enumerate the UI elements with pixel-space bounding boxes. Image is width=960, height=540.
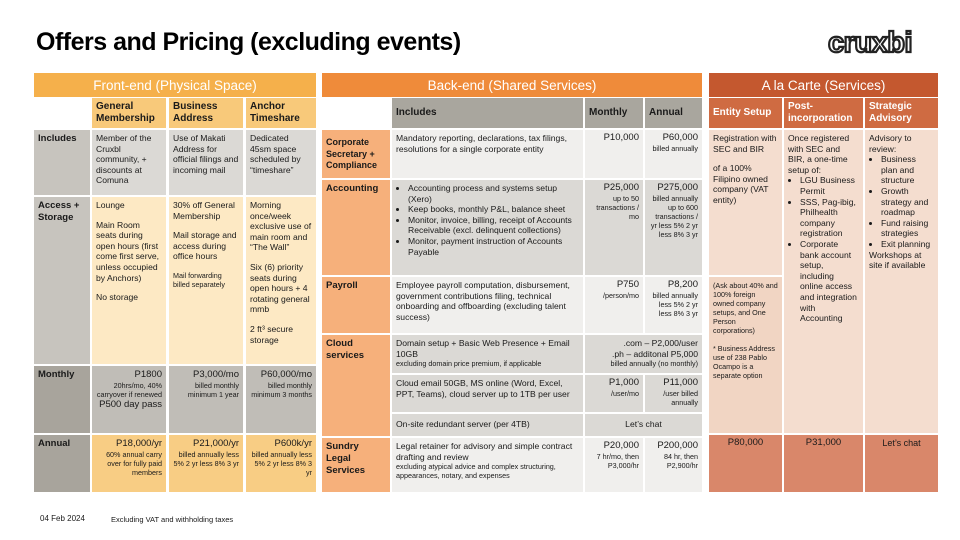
row-label-accounting: Accounting bbox=[322, 180, 390, 275]
cell-anchor-includes: Dedicated 45sm space scheduled by “timeshare” bbox=[246, 130, 316, 195]
header-entity-setup: Entity Setup bbox=[709, 98, 782, 128]
list-item: • Business plan and structure bbox=[881, 154, 934, 186]
cell-entity-setup-top bbox=[709, 130, 782, 275]
note-accounting-annual: billed annually up to 600 transactions / yr less 5% 2 yr less 8% 3 yr bbox=[650, 193, 698, 239]
cell-cloud-email-annual bbox=[645, 375, 702, 412]
list-item: • Growth strategy and roadmap bbox=[881, 186, 934, 218]
cell-anchor-monthly bbox=[246, 366, 316, 433]
price-domain-com: .com – P2,000/user bbox=[623, 338, 698, 348]
row-label-monthly: Monthly bbox=[34, 366, 90, 433]
price-legal-monthly: P20,000 bbox=[603, 440, 639, 451]
header-general-membership: General Membership bbox=[92, 98, 166, 128]
note-domain-price: billed annually (no monthly) bbox=[610, 359, 698, 369]
cell-corporate-monthly bbox=[585, 130, 643, 178]
text-strategic-outro: Workshops at site if available bbox=[869, 249, 926, 271]
price-email-annual: P11,000 bbox=[663, 377, 698, 388]
cell-payroll-annual bbox=[645, 277, 702, 333]
text-main-room: Main Room seats during open hours (first come first serve, unless occupied by Anchors) bbox=[96, 219, 160, 283]
price-accounting-annual: P275,000 bbox=[657, 182, 698, 193]
cell-general-monthly bbox=[92, 366, 166, 433]
logo-text: cruxbi bbox=[827, 27, 913, 59]
section-a-la-carte: A la Carte (Services) bbox=[709, 73, 938, 97]
cell-cloud-domain-price bbox=[585, 335, 702, 373]
header-annual: Annual bbox=[645, 98, 702, 128]
row-label-includes: Includes bbox=[34, 130, 90, 195]
text-morning-use: Morning once/week exclusive use of main room and “The Wall” bbox=[250, 200, 312, 253]
text-strategic-intro: Advisory to review: bbox=[869, 133, 912, 154]
cell-cloud-onsite: On-site redundant server (per 4TB) bbox=[392, 414, 583, 436]
list-item: • Accounting process and systems setup (Xero) bbox=[408, 183, 579, 204]
price-strategic-advisory: Let’s chat bbox=[865, 435, 938, 492]
note-email-annual: /user billed annually bbox=[663, 388, 698, 407]
row-label-corporate-secretary: Corporate Secretary + Compliance bbox=[322, 130, 390, 178]
note-legal-retainer: excluding atypical advice and complex structuring, appearances, notary, and expenses bbox=[396, 462, 556, 481]
cell-corporate-annual bbox=[645, 130, 702, 178]
cruxbi-logo bbox=[812, 27, 928, 59]
cell-general-includes: Member of the Cruxbl community, + discounts at Comuna bbox=[92, 130, 166, 195]
cell-legal-includes bbox=[392, 438, 583, 492]
row-label-annual: Annual bbox=[34, 435, 90, 492]
text-entity-foreign: (Ask about 40% and 100% foreign owned company setups, and One Person corporations) bbox=[713, 281, 778, 335]
note-email-monthly: /user/mo bbox=[611, 388, 639, 398]
price-accounting-monthly: P25,000 bbox=[603, 182, 639, 193]
list-item: • Monitor, payment instruction of Accounts Payable bbox=[408, 236, 579, 257]
list-item: • Corporate bank account setup, including online access and integration with Accounting bbox=[800, 239, 859, 324]
header-strategic-advisory: Strategic Advisory bbox=[865, 98, 938, 128]
text-secure-storage: 2 ft³ secure storage bbox=[250, 323, 293, 345]
price-corporate-monthly: P10,000 bbox=[603, 132, 639, 143]
text-mail-forwarding: Mail forwarding billed separately bbox=[173, 270, 225, 289]
price-day-pass: P500 day pass bbox=[99, 399, 162, 410]
note-payroll-annual: billed annually less 5% 2 yr less 8% 3 yr bbox=[652, 290, 698, 318]
price-domain-ph: .ph – additonal P5,000 bbox=[611, 348, 698, 359]
cell-corporate-includes: Mandatory reporting, declarations, tax filings, resolutions for a single corporate entity bbox=[392, 130, 583, 178]
price-general-annual: P18,000/yr bbox=[116, 438, 162, 449]
cell-payroll-includes: Employee payroll computation, disbursement, government contributions filing, technical onboarding and offboarding (excluding talent success) bbox=[392, 277, 583, 333]
row-label-sundry-legal: Sundry Legal Services bbox=[322, 438, 390, 492]
text-post-intro: Once registered with SEC and BIR, a one-time setup of: bbox=[788, 133, 850, 175]
cell-business-annual bbox=[169, 435, 243, 492]
cell-accounting-includes bbox=[392, 180, 583, 275]
price-anchor-annual: P600k/yr bbox=[274, 438, 312, 449]
price-payroll-monthly: P750 bbox=[616, 279, 639, 290]
cell-legal-monthly bbox=[585, 438, 643, 492]
cell-cloud-email: Cloud email 50GB, MS online (Word, Excel, PPT, Teams), cloud server up to 1TB per user bbox=[392, 375, 583, 412]
note-business-annual: billed annually less 5% 2 yr less 8% 3 yr bbox=[173, 450, 239, 468]
cell-cloud-domain bbox=[392, 335, 583, 373]
text-entity-registration: Registration with SEC and BIR bbox=[713, 133, 777, 154]
cell-accounting-monthly bbox=[585, 180, 643, 275]
text-lounge: Lounge bbox=[96, 200, 125, 210]
price-post-incorporation: P31,000 bbox=[784, 435, 863, 492]
note-general-monthly: 20hrs/mo, 40% carryover if renewed bbox=[96, 381, 162, 399]
cell-business-monthly bbox=[169, 366, 243, 433]
note-general-annual: 60% annual carry over for fully paid members bbox=[106, 450, 162, 477]
footer-note: Excluding VAT and withholding taxes bbox=[111, 515, 234, 524]
cell-general-access bbox=[92, 197, 166, 364]
header-post-incorporation: Post-incorporation bbox=[784, 98, 863, 128]
note-domain-setup: excluding domain price premium, if applicable bbox=[396, 359, 542, 369]
footer-date: 04 Feb 2024 bbox=[40, 514, 85, 523]
text-legal-retainer: Legal retainer for advisory and simple contract drafting and review bbox=[396, 441, 573, 462]
note-anchor-monthly: billed monthly minimum 3 months bbox=[251, 381, 312, 399]
cell-post-incorporation bbox=[784, 130, 863, 433]
note-accounting-monthly: up to 50 transactions / mo bbox=[596, 193, 639, 221]
header-anchor-timeshare: Anchor Timeshare bbox=[246, 98, 316, 128]
price-business-annual: P21,000/yr bbox=[193, 438, 239, 449]
price-general-monthly: P1800 bbox=[134, 369, 162, 380]
section-back-end: Back-end (Shared Services) bbox=[322, 73, 702, 97]
cell-anchor-access bbox=[246, 197, 316, 364]
cell-entity-setup-bottom bbox=[709, 277, 782, 433]
note-legal-monthly: 7 hr/mo, then P3,000/hr bbox=[596, 451, 639, 470]
text-discount: 30% off General Membership bbox=[173, 200, 235, 221]
cell-payroll-monthly bbox=[585, 277, 643, 333]
cell-strategic-advisory bbox=[865, 130, 938, 433]
list-item: • Exit planning bbox=[881, 239, 934, 250]
note-payroll-monthly: /person/mo bbox=[603, 290, 639, 300]
header-monthly: Monthly bbox=[585, 98, 643, 128]
price-legal-annual: P200,000 bbox=[657, 440, 698, 451]
cell-cloud-email-monthly bbox=[585, 375, 643, 412]
list-item: • Keep books, monthly P&L, balance sheet bbox=[408, 204, 579, 215]
list-item: • LGU Business Permit bbox=[800, 175, 859, 196]
text-entity-business-address: * Business Address use of 238 Pablo Ocampo is a separate option bbox=[713, 344, 775, 380]
text-entity-ownership: of a 100% Filipino owned company (VAT entity) bbox=[713, 163, 769, 205]
row-label-cloud-services: Cloud services bbox=[322, 335, 390, 436]
price-email-monthly: P1,000 bbox=[608, 377, 639, 388]
price-corporate-annual: P60,000 bbox=[662, 132, 698, 143]
text-domain-setup: Domain setup + Basic Web Presence + Email 10GB bbox=[396, 338, 570, 359]
list-item: • SSS, Pag-ibig, Philhealth company registration bbox=[800, 197, 859, 239]
text-no-storage: No storage bbox=[96, 292, 139, 303]
list-item: • Fund raising strategies bbox=[881, 218, 934, 239]
text-priority-seats: Six (6) priority seats during open hours + 4 rotating general mmb bbox=[250, 261, 310, 315]
list-item: • Monitor, invoice, billing, receipt of Accounts Receivable (excl. delinquent collections) bbox=[408, 215, 579, 236]
note-anchor-annual: billed annually less 5% 2 yr less 8% 3 yr bbox=[251, 450, 312, 477]
cell-business-includes: Use of Makati Address for official filings and incoming mail bbox=[169, 130, 243, 195]
note-corporate-annual: billed annually bbox=[652, 143, 698, 153]
price-entity-setup: P80,000 bbox=[709, 435, 782, 492]
note-legal-annual: 84 hr, then P2,900/hr bbox=[664, 451, 698, 470]
cell-anchor-annual bbox=[246, 435, 316, 492]
header-business-address: Business Address bbox=[169, 98, 243, 128]
header-includes: Includes bbox=[392, 98, 583, 128]
text-mail-storage: Mail storage and access during office hours bbox=[173, 230, 237, 262]
section-front-end: Front-end (Physical Space) bbox=[34, 73, 316, 97]
cell-accounting-annual bbox=[645, 180, 702, 275]
price-anchor-monthly: P60,000/mo bbox=[260, 369, 312, 380]
price-payroll-annual: P8,200 bbox=[667, 279, 698, 290]
row-label-access-storage: Access + Storage bbox=[34, 197, 90, 364]
cell-legal-annual bbox=[645, 438, 702, 492]
cell-business-access bbox=[169, 197, 243, 364]
cell-cloud-onsite-price: Let’s chat bbox=[585, 414, 702, 436]
page-title: Offers and Pricing (excluding events) bbox=[36, 28, 461, 56]
row-label-payroll: Payroll bbox=[322, 277, 390, 333]
note-business-monthly: billed monthly minimum 1 year bbox=[187, 381, 239, 399]
price-business-monthly: P3,000/mo bbox=[193, 369, 239, 380]
cell-general-annual bbox=[92, 435, 166, 492]
